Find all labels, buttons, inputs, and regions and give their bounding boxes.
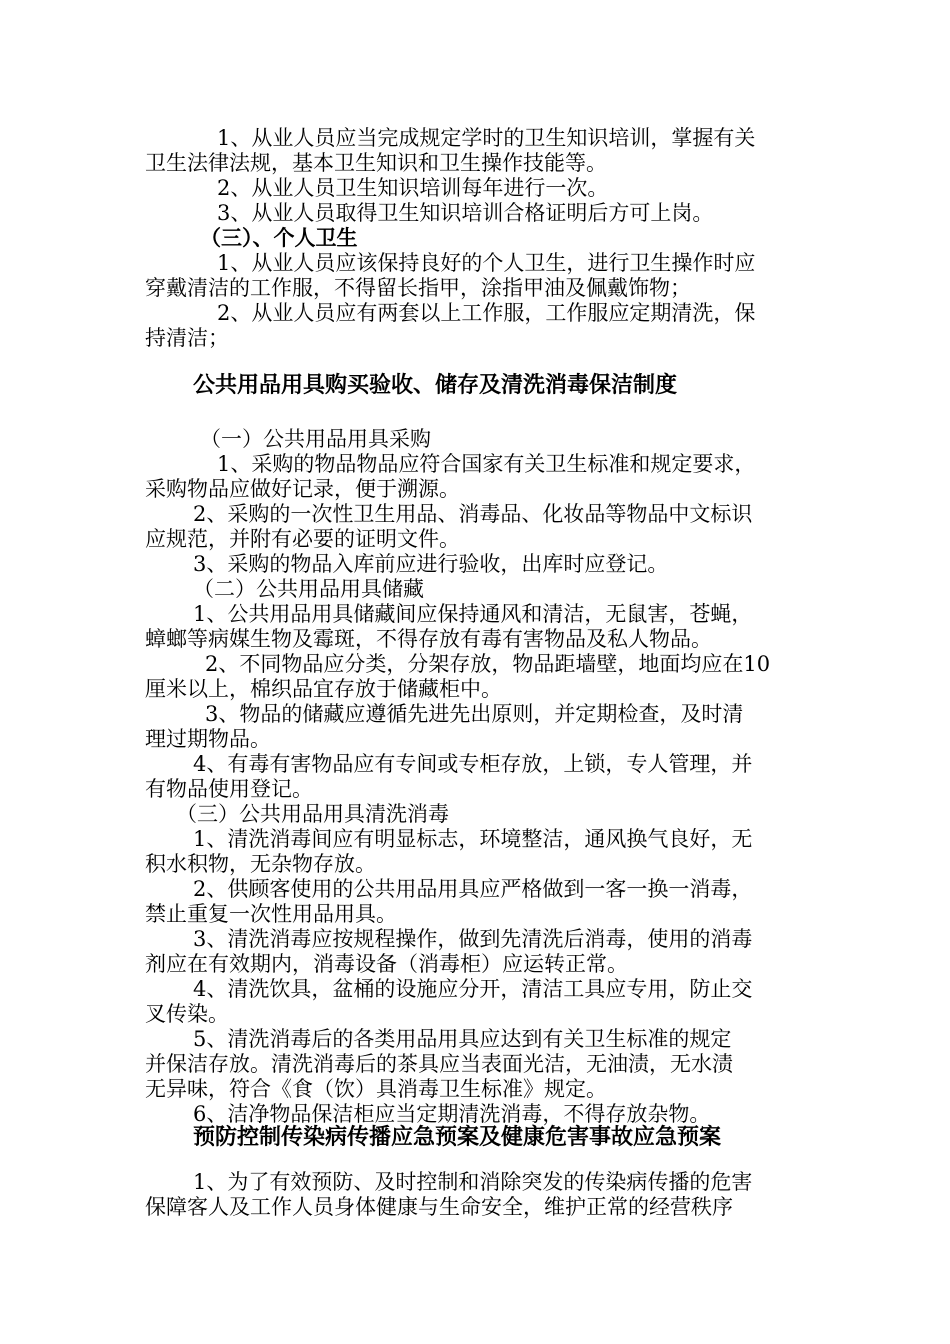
section-heading-procurement: （一）公共用品用具采购 xyxy=(200,427,431,451)
paragraph-line: 4、清洗饮具，盆桶的设施应分开，清洁工具应专用，防止交 xyxy=(193,977,753,1001)
paragraph-line: 叉传染。 xyxy=(145,1002,229,1026)
paragraph-line: 3、采购的物品入库前应进行验收，出库时应登记。 xyxy=(193,552,669,576)
section-heading-storage: （二）公共用品用具储藏 xyxy=(193,577,424,601)
paragraph-line: 2、供顾客使用的公共用品用具应严格做到一客一换一消毒， xyxy=(193,877,753,901)
paragraph-line: 积水积物，无杂物存放。 xyxy=(145,852,376,876)
paragraph-line: 5、清洗消毒后的各类用品用具应达到有关卫生标准的规定 xyxy=(193,1027,732,1051)
paragraph-line: 剂应在有效期内，消毒设备（消毒柜）应运转正常。 xyxy=(145,952,628,976)
paragraph-line: 1、从业人员应该保持良好的个人卫生，进行卫生操作时应 xyxy=(217,251,756,275)
paragraph-line: 6、洁净物品保洁柜应当定期清洗消毒，不得存放杂物。 xyxy=(193,1102,711,1126)
paragraph-line: 理过期物品。 xyxy=(145,727,271,751)
paragraph-line: 1、清洗消毒间应有明显标志，环境整洁，通风换气良好，无 xyxy=(193,827,753,851)
paragraph-line: 2、从业人员应有两套以上工作服，工作服应定期清洗，保 xyxy=(217,301,756,325)
paragraph-line: 2、不同物品应分类，分架存放，物品距墙壁，地面均应在10 xyxy=(205,652,771,676)
paragraph-line: 穿戴清洁的工作服，不得留长指甲，涂指甲油及佩戴饰物； xyxy=(145,276,691,300)
document-title-procurement-storage: 公共用品用具购买验收、储存及清洗消毒保洁制度 xyxy=(193,373,678,398)
paragraph-line: 无异味，符合《食（饮）具消毒卫生标准》规定。 xyxy=(145,1077,607,1101)
section-heading-personal-hygiene: （三）、个人卫生 xyxy=(200,225,358,250)
paragraph-line: 有物品使用登记。 xyxy=(145,777,313,801)
paragraph-line: 并保洁存放。清洗消毒后的茶具应当表面光洁，无油渍，无水渍 xyxy=(145,1052,733,1076)
paragraph-line: 1、从业人员应当完成规定学时的卫生知识培训，掌握有关 xyxy=(217,126,756,150)
paragraph-line: 持清洁； xyxy=(145,326,229,350)
document-title-emergency-plan: 预防控制传染病传播应急预案及健康危害事故应急预案 xyxy=(193,1125,722,1150)
paragraph-line: 禁止重复一次性用品用具。 xyxy=(145,902,397,926)
paragraph-line: 采购物品应做好记录，便于溯源。 xyxy=(145,477,460,501)
paragraph-line: 卫生法律法规，基本卫生知识和卫生操作技能等。 xyxy=(145,151,607,175)
paragraph-line: 1、公共用品用具储藏间应保持通风和清洁，无鼠害，苍蝇， xyxy=(193,602,753,626)
paragraph-line: 3、从业人员取得卫生知识培训合格证明后方可上岗。 xyxy=(217,201,714,225)
paragraph-line: 4、有毒有害物品应有专间或专柜存放，上锁，专人管理，并 xyxy=(193,752,753,776)
paragraph-line: 厘米以上，棉织品宜存放于储藏柜中。 xyxy=(145,677,502,701)
paragraph-line: 蟑螂等病媒生物及霉斑，不得存放有毒有害物品及私人物品。 xyxy=(145,627,712,651)
paragraph-line: 1、采购的物品物品应符合国家有关卫生标准和规定要求， xyxy=(217,452,756,476)
paragraph-line: 1、为了有效预防、及时控制和消除突发的传染病传播的危害 xyxy=(193,1170,753,1194)
paragraph-line: 3、清洗消毒应按规程操作，做到先清洗后消毒，使用的消毒 xyxy=(193,927,753,951)
paragraph-line: 应规范，并附有必要的证明文件。 xyxy=(145,527,460,551)
paragraph-line: 2、采购的一次性卫生用品、消毒品、化妆品等物品中文标识 xyxy=(193,502,753,526)
paragraph-line: 保障客人及工作人员身体健康与生命安全，维护正常的经营秩序 xyxy=(145,1195,733,1219)
paragraph-line: 2、从业人员卫生知识培训每年进行一次。 xyxy=(217,176,609,200)
paragraph-line: 3、物品的储藏应遵循先进先出原则，并定期检查，及时清 xyxy=(205,702,744,726)
section-heading-cleaning: （三）公共用品用具清洗消毒 xyxy=(176,802,449,826)
